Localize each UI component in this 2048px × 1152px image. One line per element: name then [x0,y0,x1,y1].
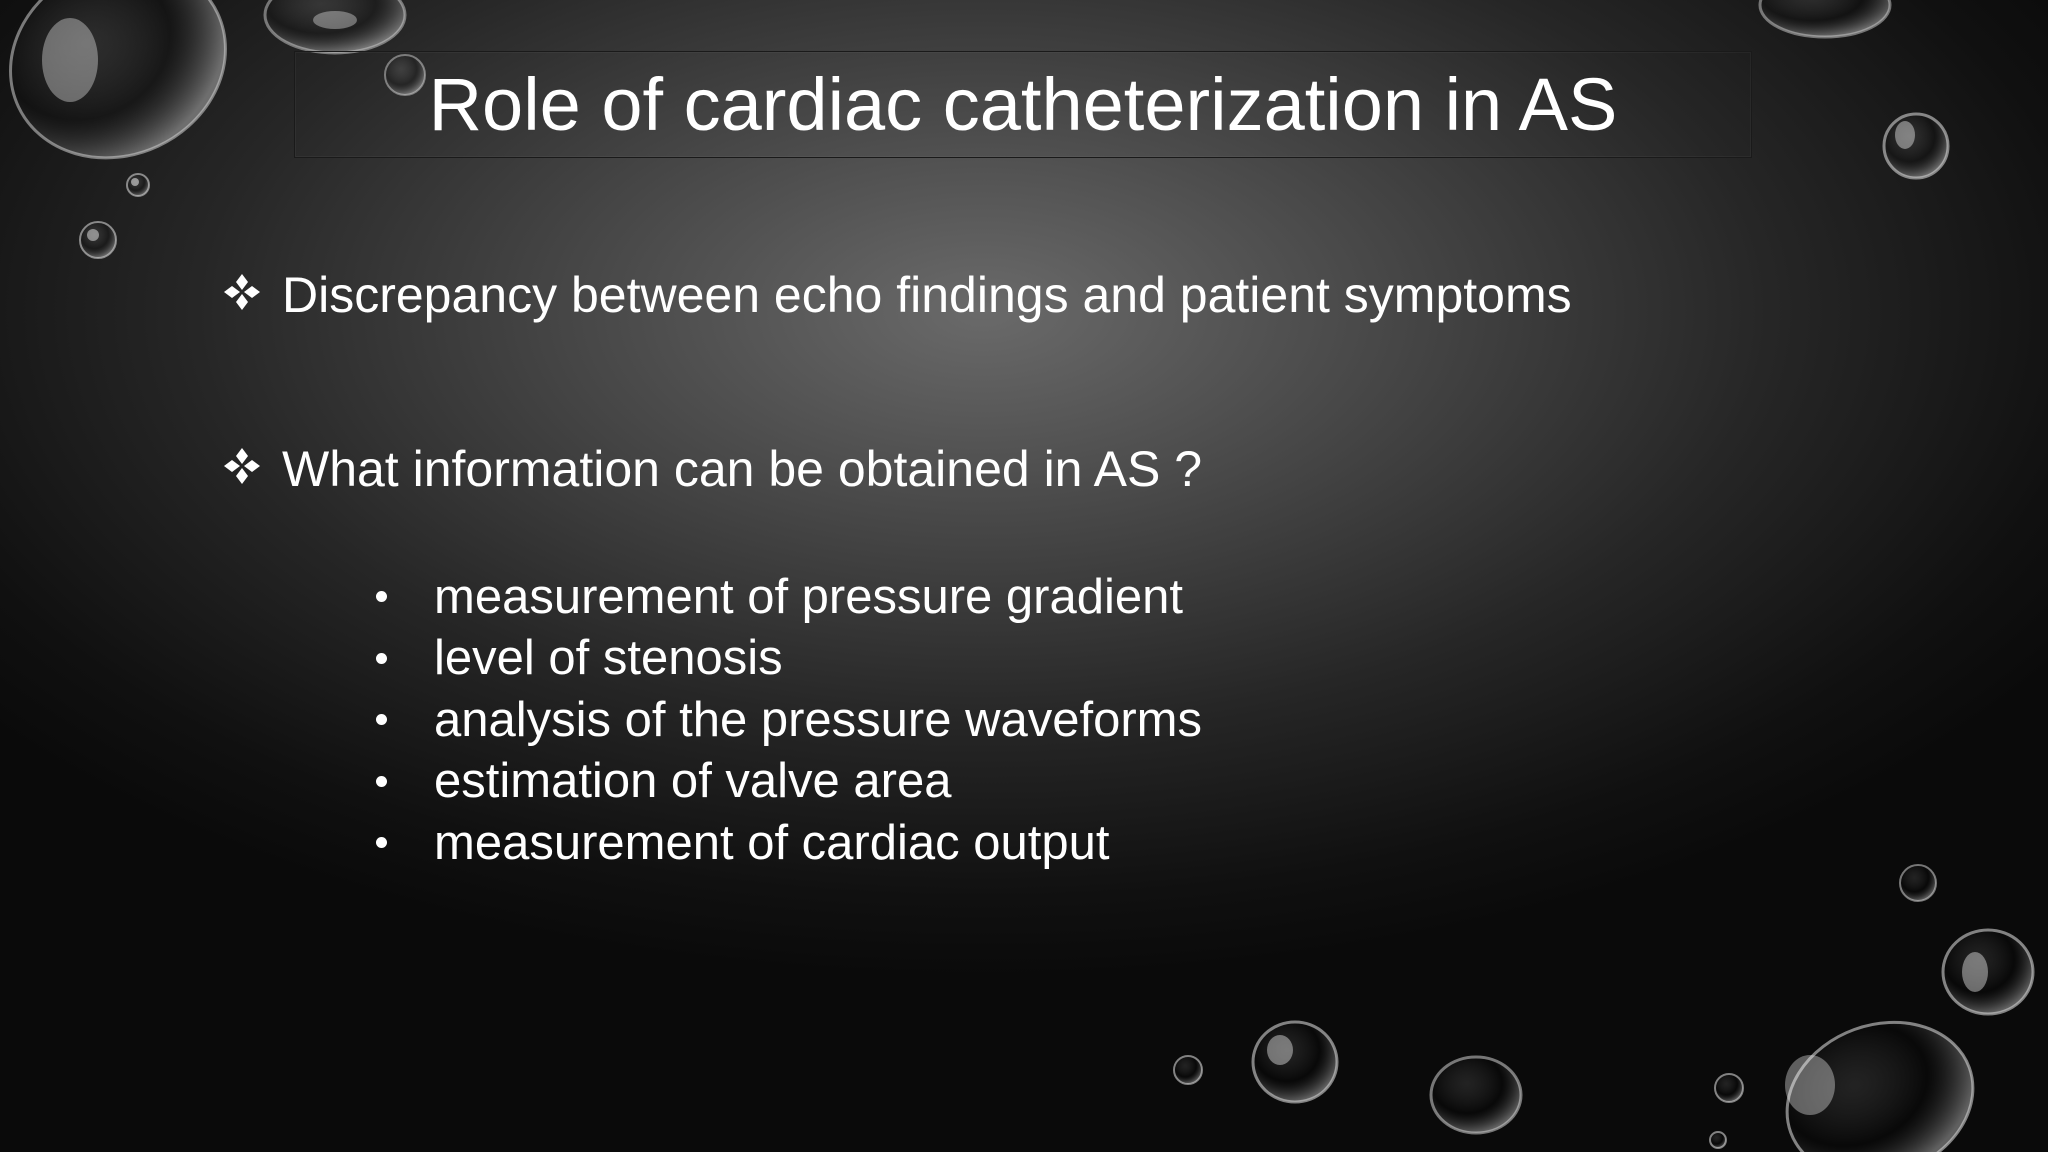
list-item-text: measurement of pressure gradient [434,569,1183,624]
list-item [372,566,1202,628]
water-droplet-icon [1765,997,1995,1152]
list-item-text: level of stenosis [434,631,783,686]
water-droplet-icon [127,174,149,196]
page-title: Role of cardiac catheterization in AS [428,62,1618,146]
list-item-text: estimation of valve area [434,754,952,809]
list-item-text: measurement of cardiac output [434,815,1110,870]
main-point-1 [222,267,1572,323]
list-item [372,628,1202,690]
bullet-dot-icon [376,776,387,787]
bullet-dot-icon [376,714,387,725]
list-item [372,751,1202,813]
main-point-1-text: Discrepancy between echo findings and patient symptoms [282,267,1572,323]
water-droplet-icon [1943,930,2033,1014]
bullet-dot-icon [376,653,387,664]
list-item [372,689,1202,751]
water-droplet-icon [1884,114,1948,178]
water-droplet-icon [1760,0,1890,37]
list-item [372,812,1202,874]
four-diamond-icon [222,444,262,494]
bullet-dot-icon [376,591,387,602]
bullet-dot-icon [376,837,387,848]
title-box [294,51,1752,158]
list-item-text: analysis of the pressure waveforms [434,692,1202,747]
water-droplet-icon [80,222,116,258]
main-point-2 [222,441,1203,497]
water-droplet-icon [1431,1057,1521,1133]
water-droplet-icon [1253,1022,1337,1102]
water-droplet-icon [265,0,405,53]
sub-point-list [372,566,1202,874]
main-point-2-text: What information can be obtained in AS ? [282,441,1203,497]
water-droplet-icon [1710,1132,1726,1148]
four-diamond-icon [222,270,262,320]
water-droplet-icon [0,0,258,193]
water-droplet-icon [1900,865,1936,901]
water-droplet-icon [1715,1074,1743,1102]
water-droplet-icon [1174,1056,1202,1084]
